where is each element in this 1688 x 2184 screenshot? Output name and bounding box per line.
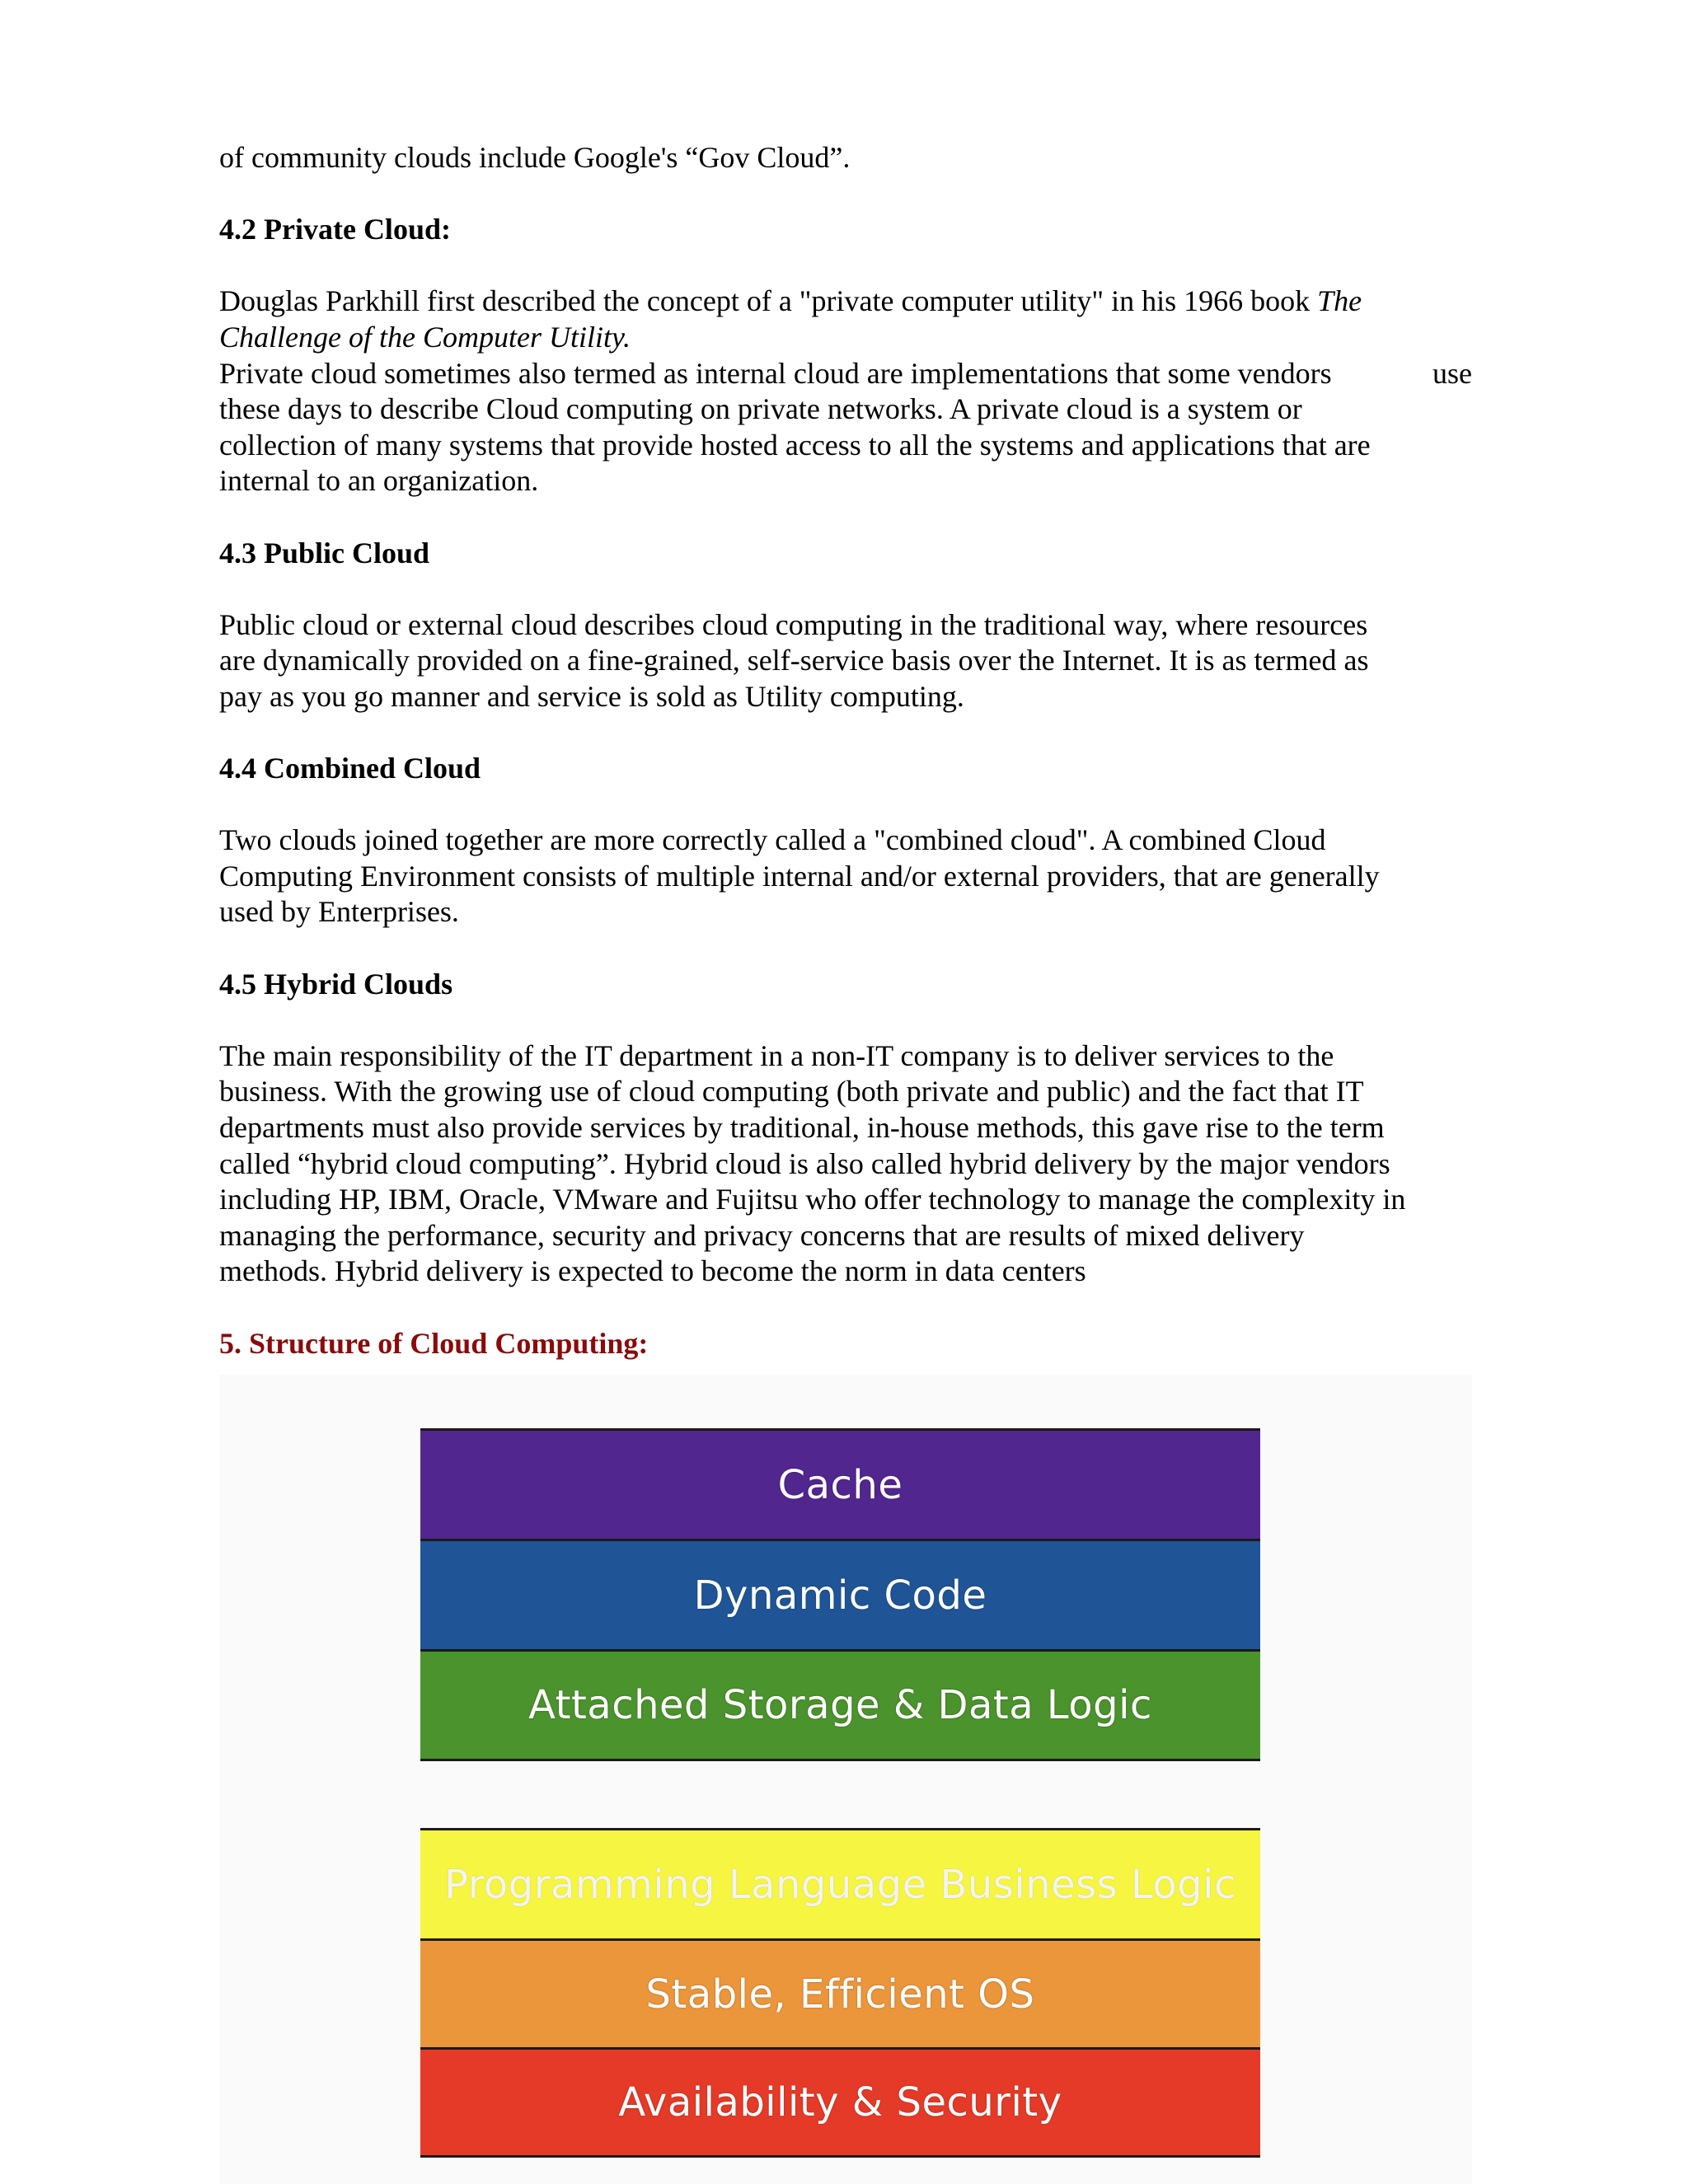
layer-os: Stable, Efficient OS	[420, 1938, 1260, 2047]
combined-line-2: Computing Environment consists of multiple internal and/or external providers, that are generally	[219, 859, 1380, 893]
heading-combined-cloud: 4.4 Combined Cloud	[219, 752, 481, 785]
hybrid-line-3: departments must also provide services by traditional, in-house methods, this gave rise to the term	[219, 1111, 1385, 1145]
heading-private-cloud: 4.2 Private Cloud:	[219, 213, 451, 246]
combined-line-1: Two clouds joined together are more correctly called a "combined cloud". A combined Cloud	[219, 823, 1326, 857]
document-page	[219, 140, 1472, 1361]
hybrid-line-7: methods. Hybrid delivery is expected to become the norm in data centers	[219, 1254, 1086, 1288]
private-cloud-paragraph-2-first: Private cloud sometimes also termed as internal cloud are implementations that some vendors use	[219, 356, 1472, 390]
heading-hybrid-clouds: 4.5 Hybrid Clouds	[219, 967, 453, 1001]
hybrid-line-6: managing the performance, security and privacy concerns that are results of mixed delivery	[219, 1218, 1305, 1252]
public-line-1: Public cloud or external cloud describes cloud computing in the traditional way, where resources	[219, 607, 1368, 641]
layer-attached-storage: Attached Storage & Data Logic	[420, 1649, 1260, 1761]
hybrid-line-4: called “hybrid cloud computing”. Hybrid cloud is also called hybrid delivery by the major vendors	[219, 1146, 1390, 1180]
layer-business-logic: Programming Language Business Logic	[420, 1828, 1260, 1938]
public-line-2: are dynamically provided on a fine-grained, self-service basis over the Internet. It is as termed as	[219, 644, 1369, 677]
private-line-2: collection of many systems that provide hosted access to all the systems and applications that are	[219, 428, 1371, 462]
private-line-1: these days to describe Cloud computing on private networks. A private cloud is a system or	[219, 392, 1302, 426]
layer-availability-security: Availability & Security	[420, 2047, 1260, 2158]
layer-stack-bottom	[420, 1828, 1260, 2158]
layer-stack-top	[420, 1428, 1260, 1761]
heading-public-cloud: 4.3 Public Cloud	[219, 536, 430, 569]
book-title-start: The	[1317, 284, 1362, 318]
public-line-3: pay as you go manner and service is sold as Utility computing.	[219, 679, 964, 713]
intro-line: of community clouds include Google's “Gov Cloud”.	[219, 141, 851, 174]
private-p1-text: Douglas Parkhill first described the concept of a "private computer utility" in his 1966 book	[219, 284, 1318, 318]
layer-dynamic-code: Dynamic Code	[420, 1539, 1260, 1649]
hybrid-line-5: including HP, IBM, Oracle, VMware and Fujitsu who offer technology to manage the complexity in	[219, 1183, 1406, 1216]
combined-line-3: used by Enterprises.	[219, 895, 459, 929]
hybrid-line-2: business. With the growing use of cloud computing (both private and public) and the fact that IT	[219, 1075, 1364, 1108]
book-title-rest: Challenge of the Computer Utility.	[219, 320, 631, 354]
heading-structure: 5. Structure of Cloud Computing:	[219, 1326, 649, 1360]
private-line-3: internal to an organization.	[219, 464, 539, 498]
hybrid-line-1: The main responsibility of the IT department in a non-IT company is to deliver services to the	[219, 1038, 1334, 1072]
private-cloud-paragraph-1	[219, 284, 1472, 320]
layer-cache: Cache	[420, 1428, 1260, 1539]
